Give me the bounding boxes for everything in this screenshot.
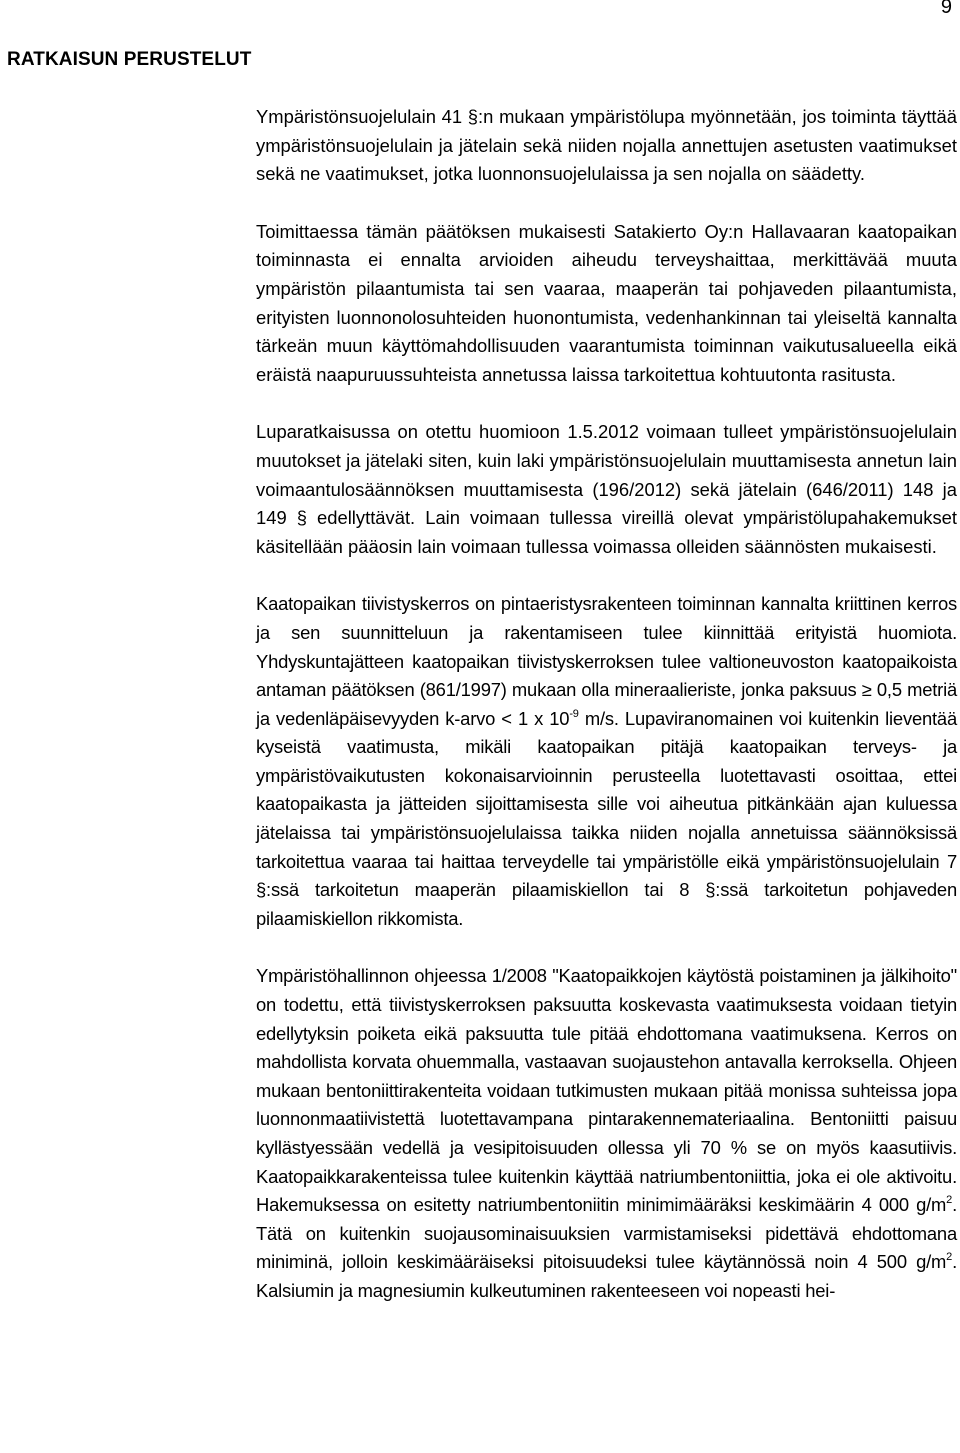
paragraph-conclusion: Toimittaessa tämän päätöksen mukaisesti Satakierto Oy:n Hallavaaran kaatopaikan toiminnasta ei ennalta arvioiden aiheudu terveyshaittaa, merkittävää muuta ympäristön pilaantumista tai sen vaaraa, maaperän tai pohjaveden pilaantumista, erityisten luonnonolosuhteiden huonontumista, vedenhankinnan tai yleiseltä kannalta tärkeän muun käyttömahdollisuuden vaarantumista toiminnan vaikutusalueella eikä eräistä naapuruussuhteista annetussa laissa tarkoitettua kohtuutonta rasitusta.	[256, 220, 957, 385]
bentonite-text-b: . Tätä on kuitenkin suojausominaisuuksien varmistamiseksi pidettävä ehdottomana miniminä, jolloin keskimääräiseksi pitoisuudeksi tulee käytännössä noin 4 500 g/m	[256, 1194, 957, 1273]
sealing-layer-text-a: Kaatopaikan tiivistyskerros on pintaeristysrakenteen toiminnan kannalta kriittinen kerros ja sen suunnitteluun ja rakentamiseen tulee kiinnittää erityistä huomiota. Yhdyskuntajätteen kaatopaikan tiivistyskerroksen tulee valtioneuvoston kaatopaikoista antaman päätöksen (861/1997) mukaan olla mineraalieriste, jonka paksuus ≥ 0,5 metriä ja vedenläpäisevyyden k-arvo < 1 x 10	[256, 593, 957, 729]
paragraph-bentonite	[256, 962, 957, 1305]
sealing-layer-text-b: m/s. Lupaviranomainen voi kuitenkin lieventää kyseistä vaatimusta, mikäli kaatopaikan pitäjä kaatopaikan terveys- ja ympäristövaikutusten kokonaisarvioinnin perusteella luotettavasti osoittaa, ettei kaatopaikasta ja jätteiden sijoittamisesta sille voi aiheutua pitkänkään ajan kuluessa jätelaissa tai ympäristönsuojelulaissa taikka niiden nojalla annetuissa säännöksissä tarkoitettua vaaraa tai haittaa terveydelle tai ympäristölle eikä ympäristönsuojelulain 7 §:ssä tarkoitetun maaperän pilaamiskiellon tai 8 §:ssä tarkoitetun pohjaveden pilaamiskiellon rikkomista.	[256, 707, 957, 929]
superscript-squared-1: 2	[946, 1194, 953, 1207]
superscript-squared-2: 2	[946, 1251, 953, 1264]
bentonite-text-a: Ympäristöhallinnon ohjeessa 1/2008 "Kaatopaikkojen käytöstä poistaminen ja jälkihoito" on todettu, että tiivistyskerroksen paksuutta koskevasta vaatimuksesta voidaan tietyin edellytyksin poiketa eikä paksuutta tule pitää ehdottomana vaatimuksena. Kerros on mahdollista korvata ohuemmalla, vastaavan suojaustehon antavalla kerroksella. Ohjeen mukaan bentoniittirakenteita voidaan tutkimusten mukaan pitää monissa suhteissa jopa luonnonmaatiivistettä luotettavampana pintarakennemateriaalina. Bentoniitti paisuu kyllästyessään vedellä ja vesipitoisuuden ollessa yli 70 % se on myös kaasutiivis. Kaatopaikkarakenteissa tulee kuitenkin käyttää natriumbentoniittia, joka ei ole aktivoitu. Hakemuksessa on esitetty natriumbentoniitin minimimääräksi keskimäärin 4 000 g/m	[256, 965, 957, 1216]
page-number: 9	[940, 0, 952, 18]
paragraph-legal-basis: Ympäristönsuojelulain 41 §:n mukaan ympäristölupa myönnetään, jos toiminta täyttää ympäristönsuojelulain ja jätelain sekä niiden nojalla annettujen asetusten vaatimukset sekä ne vaatimukset, jotka luonnonsuojelulaissa ja sen nojalla on säädetty.	[256, 106, 957, 185]
section-heading: RATKAISUN PERUSTELUT	[7, 49, 252, 70]
bentonite-text-c: . Kalsiumin ja magnesiumin kulkeutuminen rakenteeseen voi nopeasti hei-	[256, 1251, 957, 1301]
paragraph-law-amendments: Luparatkaisussa on otettu huomioon 1.5.2012 voimaan tulleet ympäristönsuojelulain muutokset ja jätelaki siten, kuin laki ympäristönsuojelulain muuttamisesta annetun lain voimaantulosäännöksen muuttamisesta (196/2012) sekä jätelain (646/2011) 148 ja 149 § edellyttävät. Lain voimaan tullessa vireillä olevat ympäristölupahakemukset käsitellään pääosin lain voimaan tullessa voimassa olleiden säännösten mukaisesti.	[256, 421, 957, 557]
exponent: -9	[569, 707, 579, 720]
paragraph-sealing-layer	[256, 590, 957, 933]
body-text	[256, 103, 957, 1335]
